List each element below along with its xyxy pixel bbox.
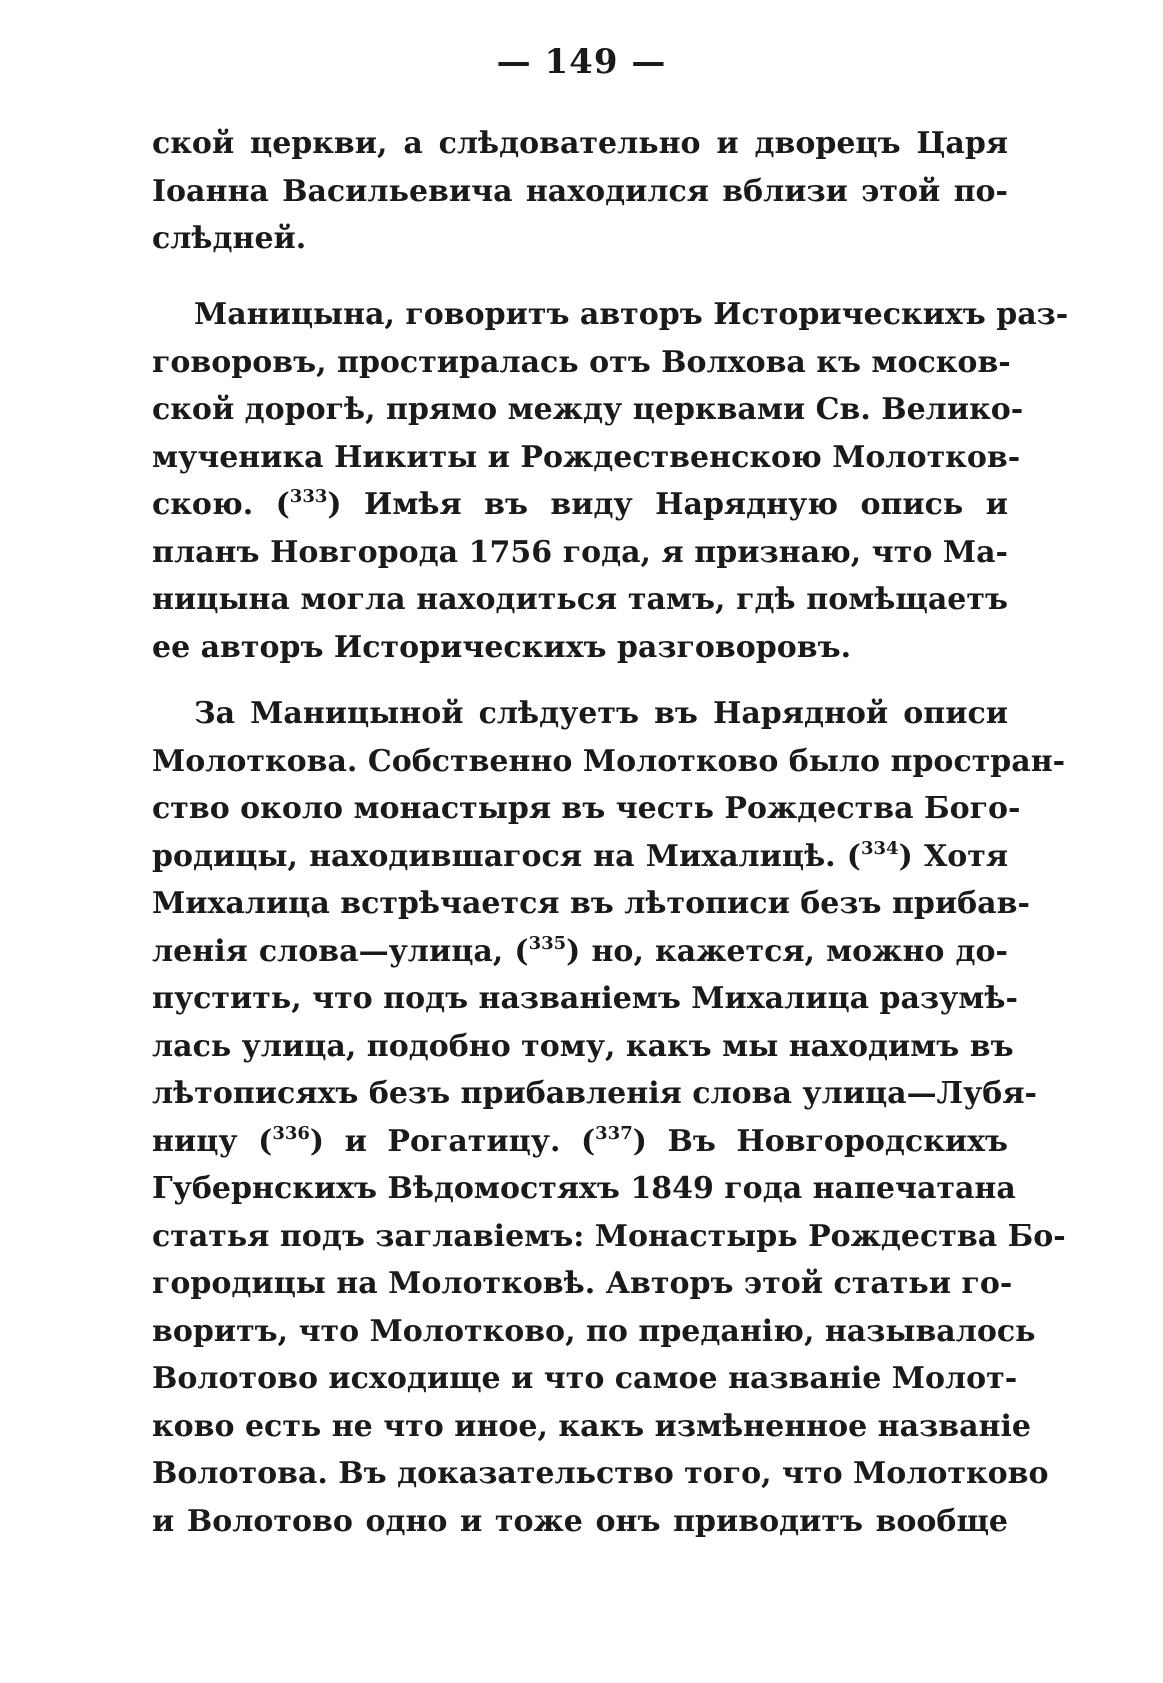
text-line: городицы на Молотковѣ. Авторъ этой статьи го- bbox=[152, 1266, 1013, 1301]
text-line: ство около монастыря въ честь Рождества Бого- bbox=[152, 791, 1021, 826]
text-line: ской дорогѣ, прямо между церквами Св. Велико- bbox=[152, 392, 1024, 427]
text-line: Маницына, говоритъ авторъ Историческихъ раз- bbox=[194, 297, 1069, 332]
page-number: — 149 — bbox=[496, 42, 667, 82]
text-line: лась улица, подобно тому, какъ мы находимъ въ bbox=[152, 1028, 1014, 1064]
text-line: мученика Никиты и Рождественскою Молотков- bbox=[152, 439, 1021, 475]
text-line: пустить, что подъ названіемъ Михалица разумѣ- bbox=[152, 981, 1018, 1016]
text-line: скою. ($^{333}$) Имѣя въ виду Нарядную опись и bbox=[152, 486, 1008, 522]
text-line: Губернскихъ Вѣдомостяхъ 1849 года напечатана bbox=[152, 1171, 1016, 1206]
paragraph-1 bbox=[152, 120, 1008, 263]
text-line: ницына могла находиться тамъ, гдѣ помѣщаетъ bbox=[152, 582, 1008, 617]
text-line: слѣдней. bbox=[152, 221, 307, 256]
text-line: родицы, находившагося на Михалицѣ. ($^{334}$) Хотя bbox=[152, 837, 1008, 874]
paragraph-2 bbox=[152, 291, 1069, 671]
text-line: и Волотово одно и тоже онъ приводитъ вообще bbox=[152, 1503, 1008, 1539]
text-line: воритъ, что Молотково, по преданію, называлось bbox=[152, 1313, 1036, 1349]
text-line: Іоанна Васильевича находился вблизи этой по- bbox=[152, 173, 1008, 209]
footnote-ref: 336 bbox=[272, 1122, 310, 1144]
text-line: Михалица встрѣчается въ лѣтописи безъ прибав- bbox=[152, 886, 1030, 921]
text-line: ее авторъ Историческихъ разговоровъ. bbox=[152, 629, 852, 665]
text-line: Молоткова. Собственно Молотково было простран- bbox=[152, 743, 1066, 779]
text-line: статья подъ заглавіемъ: Монастырь Рождества Бо- bbox=[152, 1218, 1066, 1254]
footnote-ref: 335 bbox=[528, 932, 567, 954]
text-line: ской церкви, а слѣдовательно и дворецъ Царя bbox=[152, 126, 1008, 161]
text-line: ленія слова—улица, ($^{335}$) но, кажется, можно до- bbox=[152, 932, 1008, 969]
footnote-ref: 334 bbox=[861, 837, 899, 859]
paragraph-3 bbox=[152, 690, 1066, 1545]
text-line: планъ Новгорода 1756 года, я признаю, что Ма- bbox=[152, 534, 1008, 570]
text-line: ницу ($^{336}$) и Рогатицу. ($^{337}$) Въ Новгородскихъ bbox=[152, 1122, 1009, 1159]
text-line: Волотово исходище и что самое названіе Молот- bbox=[152, 1361, 1018, 1396]
text-line: ково есть не что иное, какъ измѣненное названіе bbox=[152, 1408, 1031, 1444]
footnote-ref: 337 bbox=[595, 1122, 633, 1144]
footnote-ref: 333 bbox=[289, 486, 328, 507]
text-line: лѣтописяхъ безъ прибавленія слова улица—Лубя- bbox=[152, 1076, 1037, 1111]
text-line: говоровъ, простиралась отъ Волхова къ москов- bbox=[152, 344, 1011, 380]
text-line: Волотова. Въ доказательство того, что Молотково bbox=[152, 1456, 1049, 1491]
text-line: За Маницыной слѣдуетъ въ Нарядной описи bbox=[194, 696, 1008, 731]
